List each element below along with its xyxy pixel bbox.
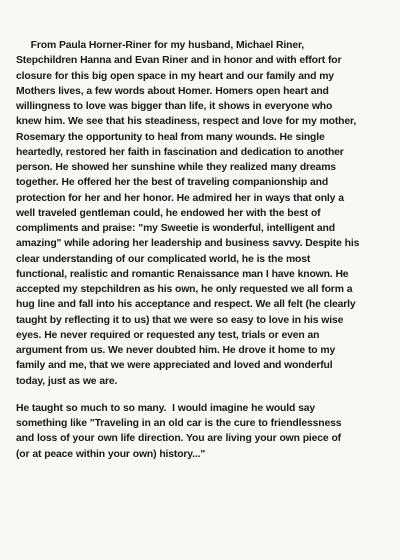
letter-line: family and me, that we were appreciated and loved and wonderful <box>16 360 333 372</box>
letter-line: willingness to love was bigger than life, it shows in everyone who <box>16 101 333 112</box>
letter-line: amazing" while adoring her leadership and business savvy. Despite his <box>16 238 360 250</box>
letter-line: Rosemary the opportunity to heal from many wounds. He single <box>16 131 325 143</box>
letter-line: together. He offered her the best of traveling companionship and <box>16 177 329 189</box>
letter-line: today, just as we are. <box>16 375 118 387</box>
letter-line: functional, realistic and romantic Renaissance man I have known. He <box>16 268 349 280</box>
letter-line: eyes. He never required or requested any test, trials or even an <box>16 329 320 341</box>
letter-line: heartedly, restored her faith in fascination and dedication to another <box>16 146 344 158</box>
letter-line: argument from us. We never doubted him. He drove it home to my <box>16 345 336 356</box>
letter-line: clear understanding of our complicated world, he is the most <box>16 253 311 265</box>
letter-line: From Paula Horner-Riner for my husband, Michael Riner, <box>16 40 305 51</box>
letter-line: Mothers lives, a few words about Homer. Homers open heart and <box>16 85 329 97</box>
letter-line: compliments and praise: "my Sweetie is wonderful, intelligent and <box>16 223 335 234</box>
letter-line: something like "Traveling in an old car is the cure to friendlessness <box>16 418 342 429</box>
letter-line: person. He showed her sunshine while they realized many dreams <box>16 162 336 173</box>
letter-line: protection for her and her honor. He admired her in ways that only a <box>16 192 344 204</box>
letter-line: closure for this big open space in my heart and our family and my <box>16 70 334 82</box>
letter-paragraph-1 <box>16 38 386 389</box>
letter-line: (or at peace within your own) history..." <box>16 448 206 460</box>
letter-line: Stepchildren Hanna and Evan Riner and in honor and with effort for <box>16 55 342 67</box>
letter-line: knew him. We see that his steadiness, respect and love for my mother, <box>16 116 357 128</box>
letter-line: He taught so much to so many. I would imagine he would say <box>16 402 315 414</box>
letter-paragraph-2 <box>16 401 386 462</box>
letter-line: hug line and fall into his acceptance and respect. We all felt (he clearly <box>16 299 356 311</box>
letter-line: accepted my stepchildren as his own, he only requested we all form a <box>16 284 353 295</box>
letter-line: well traveled gentleman could, he endowed her with the best of <box>16 207 321 219</box>
letter-line: and loss of your own life direction. You are living your own piece of <box>16 433 341 445</box>
letter-line: taught by reflecting it to us) that we were so easy to love in his wise <box>16 314 344 326</box>
